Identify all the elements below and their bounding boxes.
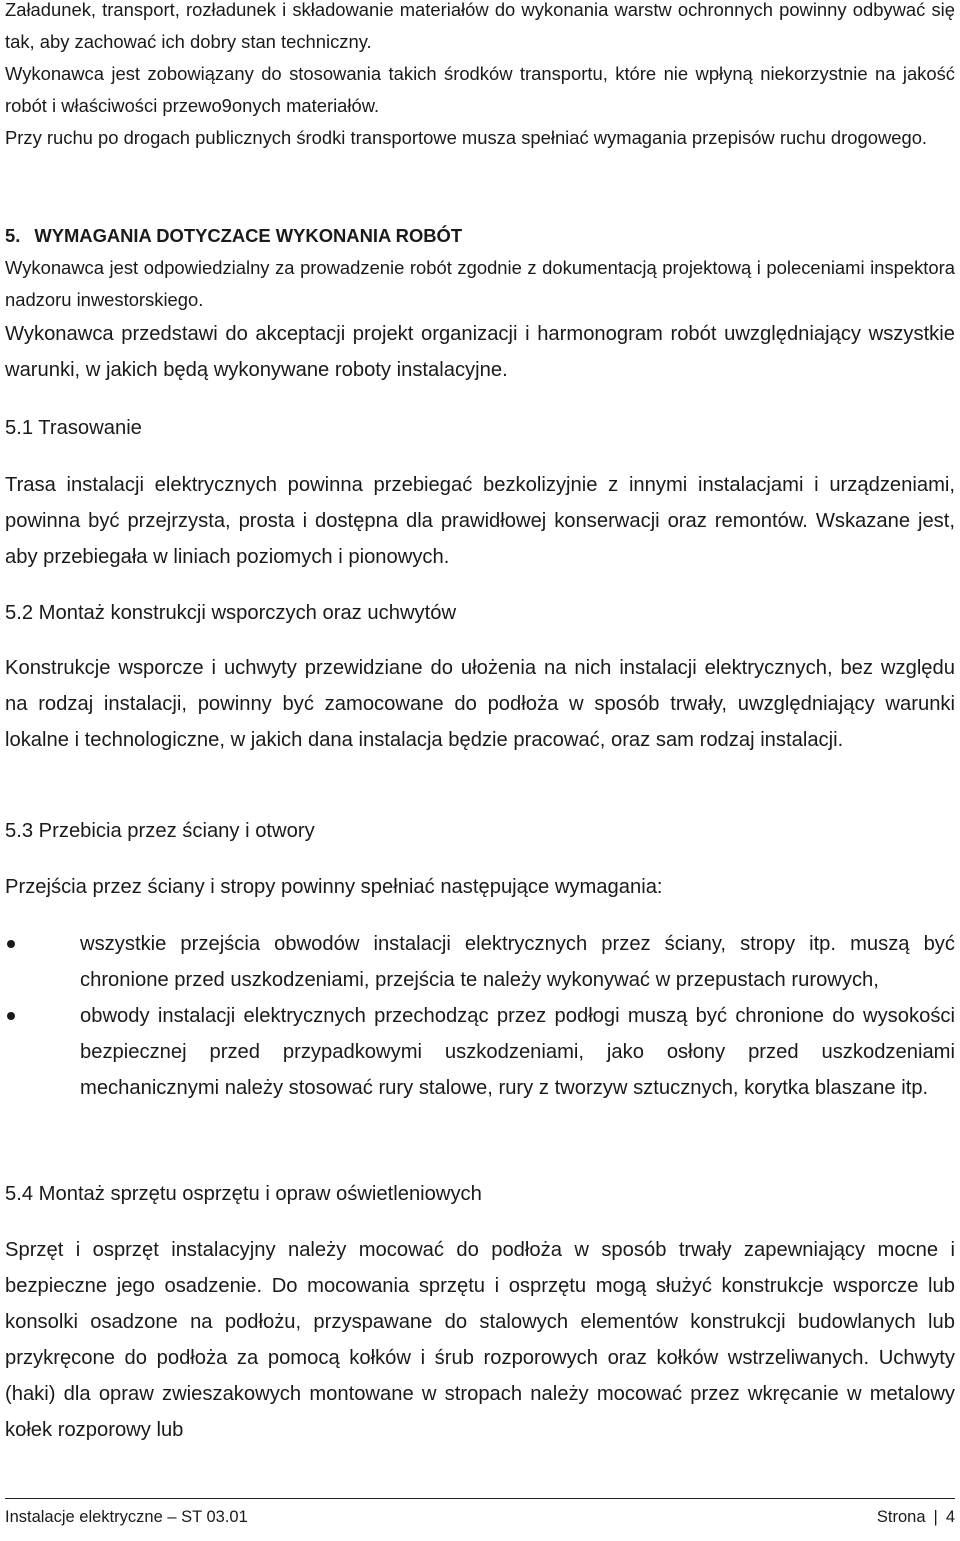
list-item-text: obwody instalacji elektrycznych przechodząc przez podłogi muszą być chronione do wysokości bezpiecznej przed przypadkowymi uszkodzeniami, jako osłony przed uszkodzeniami mechanicznymi należy stosować rury stalowe, rury z tworzyw sztucznych, korytka blaszane itp.	[80, 1005, 955, 1099]
page-footer	[5, 1498, 955, 1529]
section-5-3-paragraph: Przejścia przez ściany i stropy powinny spełniać następujące wymagania:	[5, 876, 663, 898]
intro-block	[5, 0, 955, 154]
intro-paragraph-1: Załadunek, transport, rozładunek i składowanie materiałów do wykonania warstw ochronnych powinny odbywać się tak, aby zachować ich dobry stan techniczny.	[5, 0, 955, 52]
section-5-1-paragraph: Trasa instalacji elektrycznych powinna przebiegać bezkolizyjnie z innymi instalacjami i urządzeniami, powinna być przejrzysta, prosta i dostępna dla prawidłowej konserwacji oraz remontów. Wskazane jest, aby przebiegała w liniach poziomych i pionowych.	[5, 474, 955, 568]
section-5-paragraph-2: Wykonawca przedstawi do akceptacji projekt organizacji i harmonogram robót uwzględniający wszystkie warunki, w jakich będą wykonywane roboty instalacyjne.	[5, 323, 955, 381]
footer-page-number: 4	[945, 1508, 955, 1526]
section-5	[5, 220, 955, 388]
footer-page-indicator	[877, 1505, 955, 1529]
section-5-title: WYMAGANIA DOTYCZACE WYKONANIA ROBÓT	[34, 225, 463, 246]
footer-document-title: Instalacje elektryczne – ST 03.01	[5, 1508, 248, 1526]
section-5-3-bullet-list	[5, 926, 955, 1106]
section-5-number: 5.	[5, 225, 21, 246]
list-item	[5, 998, 955, 1106]
intro-paragraph-2: Wykonawca jest zobowiązany do stosowania takich środków transportu, które nie wpłyną niekorzystnie na jakość robót i właściwości przewo9onych materiałów.	[5, 63, 955, 116]
section-5-paragraph-1: Wykonawca jest odpowiedzialny za prowadzenie robót zgodnie z dokumentacją projektową i poleceniami inspektora nadzoru inwestorskiego.	[5, 257, 955, 310]
section-5-2-paragraph: Konstrukcje wsporcze i uchwyty przewidziane do ułożenia na nich instalacji elektrycznych, bez względu na rodzaj instalacji, powinny być zamocowane do podłoża w sposób trwały, uwzględniający warunki lokalne i technologiczne, w jakich dana instalacja będzie pracować, oraz sam rodzaj instalacji.	[5, 657, 955, 751]
footer-page-label: Strona	[876, 1508, 926, 1526]
section-5-4-paragraph: Sprzęt i osprzęt instalacyjny należy mocować do podłoża w sposób trwały zapewniający mocne i bezpieczne jego osadzenie. Do mocowania sprzętu i osprzętu mogą służyć konstrukcje wsporcze lub konsolki osadzone na podłożu, przyspawane do stalowych elementów konstrukcji budowlanych lub przykręcone do podłoża za pomocą kołków i śrub rozporowych oraz kołków wstrzeliwanych. Uchwyty (haki) dla opraw zwieszakowych montowane w stropach należy mocować przez wkręcanie w metalowy kołek rozporowy lub	[5, 1239, 955, 1441]
section-5-1-heading: 5.1 Trasowanie	[5, 417, 142, 439]
bullet-icon	[7, 940, 15, 948]
section-5-4-heading: 5.4 Montaż sprzętu osprzętu i opraw oświetleniowych	[5, 1183, 482, 1205]
section-5-heading	[5, 220, 955, 252]
intro-paragraph-3: Przy ruchu po drogach publicznych środki transportowe musza spełniać wymagania przepisów ruchu drogowego.	[5, 127, 928, 148]
section-5-2-heading: 5.2 Montaż konstrukcji wsporczych oraz uchwytów	[5, 602, 457, 624]
list-item-text: wszystkie przejścia obwodów instalacji elektrycznych przez ściany, stropy itp. muszą być chronione przed uszkodzeniami, przejścia te należy wykonywać w przepustach rurowych,	[80, 933, 955, 991]
section-5-3-heading: 5.3 Przebicia przez ściany i otwory	[5, 820, 315, 842]
list-item	[5, 926, 955, 998]
bullet-icon	[7, 1012, 15, 1020]
footer-separator: |	[933, 1508, 938, 1526]
